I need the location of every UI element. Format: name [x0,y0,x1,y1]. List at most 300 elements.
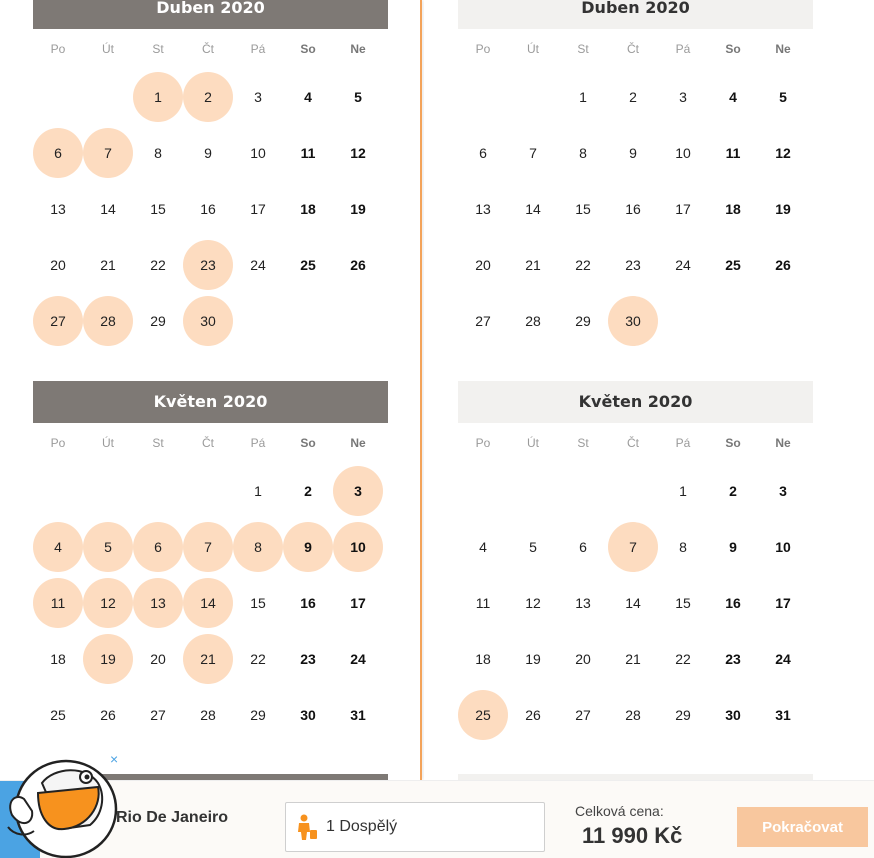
day-number: 6 [133,522,183,572]
days-grid [458,463,813,743]
day-number: 20 [50,257,66,273]
day-number: 8 [679,539,687,555]
empty-day-cell [508,69,558,125]
available-day-cell[interactable] [33,293,83,349]
day-number: 17 [775,595,791,611]
day-cell[interactable] [283,631,333,687]
day-cell[interactable] [658,69,708,125]
day-cell[interactable] [558,181,608,237]
passenger-selector[interactable] [285,802,545,852]
day-number: 4 [479,539,487,555]
weekday-label: St [152,436,164,450]
day-number: 30 [608,296,658,346]
day-cell[interactable] [758,631,808,687]
day-cell[interactable] [608,575,658,631]
day-cell[interactable] [508,125,558,181]
weekday-header [458,423,813,463]
day-number: 12 [775,145,791,161]
available-day-cell[interactable] [333,463,383,519]
day-number: 22 [150,257,166,273]
weekday-label: St [577,42,589,56]
day-number: 1 [254,483,262,499]
day-cell[interactable] [708,181,758,237]
day-number: 27 [33,296,83,346]
weekday-label: Čt [202,42,214,56]
day-cell[interactable] [333,69,383,125]
day-number: 1 [579,89,587,105]
day-cell[interactable] [658,687,708,743]
available-day-cell[interactable] [33,519,83,575]
day-number: 18 [300,201,316,217]
day-number: 8 [579,145,587,161]
day-number: 7 [529,145,537,161]
weekday-label: Út [527,436,539,450]
day-cell[interactable] [458,631,508,687]
day-number: 28 [625,707,641,723]
available-day-cell[interactable] [133,69,183,125]
day-cell[interactable] [183,687,233,743]
day-cell[interactable] [708,463,758,519]
day-number: 11 [725,145,741,161]
day-cell[interactable] [458,519,508,575]
month-title: Duben 2020 [33,0,388,29]
day-number: 19 [525,651,541,667]
day-cell[interactable] [508,181,558,237]
empty-day-cell [458,69,508,125]
day-cell[interactable] [458,181,508,237]
weekday-label: So [300,42,316,56]
day-number: 30 [725,707,741,723]
day-cell[interactable] [658,181,708,237]
day-number: 10 [775,539,791,555]
available-day-cell[interactable] [183,519,233,575]
day-cell[interactable] [283,69,333,125]
day-number: 14 [183,578,233,628]
day-number: 13 [475,201,491,217]
day-cell[interactable] [758,181,808,237]
day-cell[interactable] [133,293,183,349]
day-cell[interactable] [233,631,283,687]
total-price-value: 11 990 Kč [582,823,683,848]
day-cell[interactable] [233,125,283,181]
day-cell[interactable] [333,575,383,631]
day-cell[interactable] [133,237,183,293]
day-cell[interactable] [608,631,658,687]
day-cell[interactable] [283,575,333,631]
day-number: 19 [350,201,366,217]
day-cell[interactable] [33,237,83,293]
day-number: 24 [775,651,791,667]
day-cell[interactable] [183,125,233,181]
available-day-cell[interactable] [83,631,133,687]
day-number: 14 [100,201,116,217]
day-number: 18 [725,201,741,217]
day-cell[interactable] [283,687,333,743]
day-number: 11 [475,595,491,611]
day-number: 15 [250,595,266,611]
day-number: 4 [729,89,737,105]
day-cell[interactable] [558,687,608,743]
weekday-label: Čt [627,436,639,450]
day-cell[interactable] [133,181,183,237]
day-number: 23 [300,651,316,667]
day-number: 30 [300,707,316,723]
available-day-cell[interactable] [608,519,658,575]
day-cell[interactable] [558,237,608,293]
day-cell[interactable] [333,687,383,743]
empty-day-cell [558,463,608,519]
day-number: 29 [250,707,266,723]
day-number: 14 [525,201,541,217]
day-number: 18 [475,651,491,667]
day-number: 28 [83,296,133,346]
day-cell[interactable] [558,575,608,631]
day-number: 31 [350,707,366,723]
close-mascot-icon[interactable]: × [110,751,119,767]
day-number: 6 [579,539,587,555]
available-day-cell[interactable] [83,125,133,181]
day-number: 13 [575,595,591,611]
available-day-cell[interactable] [608,293,658,349]
available-day-cell[interactable] [183,631,233,687]
day-cell[interactable] [458,237,508,293]
day-number: 24 [250,257,266,273]
day-number: 7 [608,522,658,572]
day-cell[interactable] [758,125,808,181]
day-cell[interactable] [658,125,708,181]
weekday-label: Ne [350,436,366,450]
day-number: 20 [575,651,591,667]
day-number: 27 [150,707,166,723]
day-number: 1 [679,483,687,499]
day-cell[interactable] [508,631,558,687]
day-number: 23 [725,651,741,667]
outbound-calendar-panel [0,0,422,780]
weekday-label: Ne [775,436,791,450]
empty-day-cell [83,69,133,125]
day-number: 24 [675,257,691,273]
day-number: 16 [625,201,641,217]
day-number: 2 [629,89,637,105]
day-cell[interactable] [608,237,658,293]
day-number: 26 [775,257,791,273]
calendar-month [458,381,813,743]
days-grid [33,463,388,743]
day-number: 25 [458,690,508,740]
day-number: 8 [154,145,162,161]
day-cell[interactable] [508,575,558,631]
weekday-label: St [577,436,589,450]
calendar-month [33,0,388,349]
available-day-cell[interactable] [133,575,183,631]
day-cell[interactable] [283,125,333,181]
empty-day-cell [458,463,508,519]
day-number: 2 [183,72,233,122]
passenger-count: 1 Dospělý [326,818,398,835]
weekday-label: Pá [675,436,691,450]
day-number: 4 [33,522,83,572]
day-number: 9 [629,145,637,161]
month-title: Duben 2020 [458,0,813,29]
weekday-label: Čt [202,436,214,450]
day-number: 3 [779,483,787,499]
day-number: 6 [33,128,83,178]
month-title: Květen 2020 [458,381,813,423]
day-number: 24 [350,651,366,667]
weekday-label: So [725,436,741,450]
day-cell[interactable] [608,181,658,237]
day-cell[interactable] [183,181,233,237]
day-number: 14 [625,595,641,611]
day-cell[interactable] [508,237,558,293]
day-number: 15 [150,201,166,217]
day-cell[interactable] [658,575,708,631]
day-cell[interactable] [558,631,608,687]
day-cell[interactable] [708,687,758,743]
day-cell[interactable] [283,463,333,519]
day-cell[interactable] [333,631,383,687]
day-cell[interactable] [233,575,283,631]
available-day-cell[interactable] [83,293,133,349]
day-number: 1 [133,72,183,122]
destination-label: Rio De Janeiro [116,809,229,826]
day-cell[interactable] [283,181,333,237]
day-cell[interactable] [758,575,808,631]
day-cell[interactable] [508,519,558,575]
day-number: 26 [525,707,541,723]
weekday-header [33,29,388,69]
days-grid [458,69,813,349]
day-number: 8 [233,522,283,572]
day-cell[interactable] [658,631,708,687]
day-cell[interactable] [33,687,83,743]
weekday-label: Pá [250,42,266,56]
day-cell[interactable] [758,463,808,519]
day-number: 31 [775,707,791,723]
weekday-label: Út [102,436,114,450]
day-number: 17 [250,201,266,217]
day-number: 7 [183,522,233,572]
empty-day-cell [508,463,558,519]
available-day-cell[interactable] [83,575,133,631]
day-cell[interactable] [83,687,133,743]
day-cell[interactable] [558,69,608,125]
day-number: 2 [729,483,737,499]
day-number: 17 [350,595,366,611]
day-number: 29 [150,313,166,329]
day-number: 11 [33,578,83,628]
available-day-cell[interactable] [183,69,233,125]
day-number: 12 [83,578,133,628]
weekday-label: Po [475,42,491,56]
day-number: 9 [283,522,333,572]
available-day-cell[interactable] [133,519,183,575]
day-cell[interactable] [233,463,283,519]
day-cell[interactable] [758,69,808,125]
day-cell[interactable] [333,125,383,181]
day-number: 19 [775,201,791,217]
day-number: 21 [525,257,541,273]
day-cell[interactable] [508,687,558,743]
day-cell[interactable] [708,237,758,293]
day-cell[interactable] [458,293,508,349]
day-number: 10 [675,145,691,161]
day-number: 13 [133,578,183,628]
day-cell[interactable] [283,237,333,293]
day-cell[interactable] [658,519,708,575]
day-number: 21 [100,257,116,273]
day-number: 20 [150,651,166,667]
weekday-label: Ne [775,42,791,56]
day-number: 7 [83,128,133,178]
calendar-month [458,0,813,349]
day-number: 5 [779,89,787,105]
weekday-header [33,423,388,463]
day-cell[interactable] [558,293,608,349]
day-cell[interactable] [333,181,383,237]
weekday-label: Út [102,42,114,56]
day-cell[interactable] [608,125,658,181]
day-number: 13 [50,201,66,217]
day-number: 22 [675,651,691,667]
day-cell[interactable] [333,237,383,293]
day-number: 22 [575,257,591,273]
day-number: 28 [525,313,541,329]
day-cell[interactable] [508,293,558,349]
booking-summary-bar [0,751,874,858]
day-number: 12 [525,595,541,611]
available-day-cell[interactable] [33,125,83,181]
pelican-mascot-icon[interactable] [2,753,120,858]
day-cell[interactable] [758,687,808,743]
day-number: 3 [679,89,687,105]
empty-day-cell [133,463,183,519]
day-number: 25 [50,707,66,723]
day-number: 6 [479,145,487,161]
day-cell[interactable] [608,69,658,125]
available-day-cell[interactable] [183,293,233,349]
day-number: 12 [350,145,366,161]
day-number: 3 [333,466,383,516]
day-number: 16 [300,595,316,611]
weekday-header [458,29,813,69]
day-cell[interactable] [83,181,133,237]
day-number: 25 [725,257,741,273]
available-day-cell[interactable] [83,519,133,575]
day-number: 11 [300,145,316,161]
traveler-luggage-icon [296,814,318,840]
return-calendar-panel [424,0,874,780]
day-cell[interactable] [33,631,83,687]
total-price-label: Celková cena: [575,803,664,819]
day-number: 23 [183,240,233,290]
day-number: 15 [675,595,691,611]
weekday-label: Út [527,42,539,56]
weekday-label: Pá [250,436,266,450]
available-day-cell[interactable] [458,687,508,743]
day-number: 21 [625,651,641,667]
day-number: 26 [100,707,116,723]
day-number: 27 [475,313,491,329]
empty-day-cell [33,69,83,125]
weekday-label: So [725,42,741,56]
available-day-cell[interactable] [183,575,233,631]
day-number: 5 [529,539,537,555]
day-cell[interactable] [608,687,658,743]
day-cell[interactable] [233,687,283,743]
weekday-label: Ne [350,42,366,56]
available-day-cell[interactable] [333,519,383,575]
day-number: 26 [350,257,366,273]
day-number: 20 [475,257,491,273]
weekday-label: Po [50,42,66,56]
available-day-cell[interactable] [233,519,283,575]
weekday-label: St [152,42,164,56]
day-number: 3 [254,89,262,105]
empty-day-cell [608,463,658,519]
day-cell[interactable] [233,237,283,293]
available-day-cell[interactable] [33,575,83,631]
day-cell[interactable] [133,687,183,743]
day-cell[interactable] [708,631,758,687]
day-cell[interactable] [658,463,708,519]
day-cell[interactable] [133,631,183,687]
day-number: 5 [354,89,362,105]
day-number: 2 [304,483,312,499]
day-number: 29 [675,707,691,723]
day-cell[interactable] [708,575,758,631]
day-cell[interactable] [708,125,758,181]
day-cell[interactable] [558,125,608,181]
day-number: 19 [83,634,133,684]
available-day-cell[interactable] [183,237,233,293]
day-cell[interactable] [708,519,758,575]
day-number: 16 [725,595,741,611]
day-cell[interactable] [558,519,608,575]
day-number: 28 [200,707,216,723]
day-cell[interactable] [658,237,708,293]
month-title: Květen 2020 [33,381,388,423]
weekday-label: Pá [675,42,691,56]
day-cell[interactable] [708,69,758,125]
day-number: 16 [200,201,216,217]
weekday-label: Po [475,436,491,450]
empty-day-cell [83,463,133,519]
day-cell[interactable] [758,519,808,575]
day-number: 29 [575,313,591,329]
continue-button[interactable]: Pokračovat [737,807,868,847]
day-cell[interactable] [83,237,133,293]
day-number: 30 [183,296,233,346]
available-day-cell[interactable] [283,519,333,575]
day-cell[interactable] [33,181,83,237]
empty-day-cell [183,463,233,519]
day-number: 17 [675,201,691,217]
day-cell[interactable] [133,125,183,181]
day-cell[interactable] [458,575,508,631]
day-cell[interactable] [233,69,283,125]
empty-day-cell [33,463,83,519]
day-number: 15 [575,201,591,217]
day-cell[interactable] [458,125,508,181]
day-number: 4 [304,89,312,105]
day-number: 9 [204,145,212,161]
weekday-label: Po [50,436,66,450]
day-cell[interactable] [758,237,808,293]
day-number: 21 [183,634,233,684]
day-cell[interactable] [233,181,283,237]
day-number: 25 [300,257,316,273]
